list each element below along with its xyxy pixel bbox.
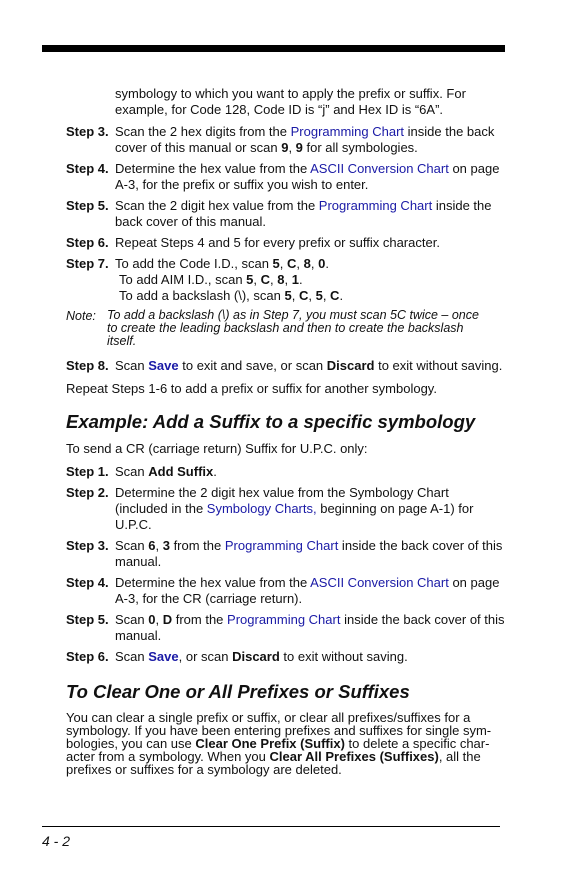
step-text: back cover of this manual. <box>115 214 267 229</box>
symbology-charts-link[interactable]: Symbology Charts, <box>206 501 317 516</box>
step-text: To add AIM I.D., scan <box>119 272 247 287</box>
clear-one-prefix-code: Clear One Prefix (Suffix) <box>195 736 345 751</box>
step-text: manual. <box>115 554 162 569</box>
step-text: Scan <box>115 612 149 627</box>
step-label: Step 6. <box>66 649 109 664</box>
separator: , <box>296 256 304 271</box>
separator: , <box>288 140 296 155</box>
separator: , <box>291 288 299 303</box>
code-value: C <box>330 288 340 303</box>
step-text: Scan the 2 digit hex value from the <box>115 198 319 213</box>
save-link[interactable]: Save <box>148 358 179 373</box>
step-text: Scan <box>115 538 149 553</box>
clear-text: You can clear a single prefix or suffix, or clear all prefixes/suffixes for a <box>66 710 471 725</box>
step-text: A-3, for the prefix or suffix you wish to enter. <box>115 177 369 192</box>
step-text: to exit without saving. <box>279 649 408 664</box>
step-text: from the <box>172 612 228 627</box>
separator: . <box>339 288 344 303</box>
programming-chart-link[interactable]: Programming Chart <box>227 612 341 627</box>
clear-text: , all the <box>438 749 481 764</box>
example-step-6 <box>66 649 506 665</box>
step-text: inside the back cover of this <box>338 538 503 553</box>
step-label: Step 7. <box>66 256 109 271</box>
intro-line: example, for Code 128, Code ID is “j” and Hex ID is “6A”. <box>115 102 444 117</box>
code-value: 5 <box>315 288 323 303</box>
step-text: on page <box>448 575 500 590</box>
code-value: C <box>298 288 309 303</box>
clear-text: acter from a symbology. When you <box>66 749 270 764</box>
programming-chart-link[interactable]: Programming Chart <box>224 538 339 553</box>
step-3 <box>66 124 506 156</box>
step-text: to exit without saving. <box>374 358 503 373</box>
example-step-3 <box>66 538 506 570</box>
code-value: 8 <box>303 256 311 271</box>
code-value: 3 <box>162 538 170 553</box>
intro-line: symbology to which you want to apply the prefix or suffix. For <box>115 86 466 101</box>
code-value: 5 <box>272 256 280 271</box>
step-text: inside the back cover of this <box>340 612 505 627</box>
step-label: Step 6. <box>66 235 109 250</box>
note-text: To add a backslash (\) as in Step 7, you must scan 5C twice – once <box>107 308 479 322</box>
note-text: to create the leading backslash and then to create the backslash <box>107 321 464 335</box>
step-text: A-3, for the CR (carriage return). <box>115 591 303 606</box>
step-text: . <box>213 464 217 479</box>
step-label: Step 5. <box>66 198 109 213</box>
separator: , <box>284 272 292 287</box>
step-6 <box>66 235 506 251</box>
step-4 <box>66 161 506 193</box>
code-value: 9 <box>295 140 303 155</box>
step-text: Scan <box>115 464 149 479</box>
step-text: Determine the hex value from the <box>115 575 311 590</box>
add-suffix-code: Add Suffix <box>148 464 214 479</box>
step-text: cover of this manual or scan <box>115 140 282 155</box>
step-label: Step 4. <box>66 575 109 590</box>
separator: . <box>325 256 329 271</box>
step-label: Step 8. <box>66 358 109 373</box>
clear-text: symbology. If you have been entering prefixes and suffixes for single sym- <box>66 723 492 738</box>
step-label: Step 4. <box>66 161 109 176</box>
step-label: Step 3. <box>66 538 109 553</box>
note-text: itself. <box>107 334 137 348</box>
step-text: inside the <box>432 198 492 213</box>
step-label: Step 5. <box>66 612 109 627</box>
step-label: Step 3. <box>66 124 109 139</box>
step-text: Determine the hex value from the <box>115 161 311 176</box>
step-text: (included in the <box>115 501 207 516</box>
code-value: 8 <box>277 272 285 287</box>
step-text: Determine the 2 digit hex value from the Symbology Chart <box>115 485 449 500</box>
repeat-paragraph: Repeat Steps 1-6 to add a prefix or suffix for another symbology. <box>66 381 437 396</box>
intro-paragraph <box>66 86 506 118</box>
separator: . <box>298 272 303 287</box>
separator: , <box>155 612 163 627</box>
example-step-2 <box>66 485 506 533</box>
step-label: Step 2. <box>66 485 109 500</box>
note <box>66 309 506 348</box>
clear-paragraph <box>66 711 506 776</box>
programming-chart-link[interactable]: Programming Chart <box>318 198 433 213</box>
step-5 <box>66 198 506 230</box>
clear-heading: To Clear One or All Prefixes or Suffixes <box>66 681 410 702</box>
step-8 <box>66 358 506 374</box>
separator: , <box>322 288 331 303</box>
code-value: 1 <box>291 272 299 287</box>
separator: , <box>155 538 163 553</box>
code-value: 9 <box>281 140 289 155</box>
step-text: , or scan <box>178 649 233 664</box>
step-text: for all symbologies. <box>302 140 418 155</box>
example-step-5 <box>66 612 506 644</box>
step-text: To add the Code I.D., scan <box>115 256 273 271</box>
save-link[interactable]: Save <box>148 649 179 664</box>
ascii-conversion-chart-link[interactable]: ASCII Conversion Chart <box>310 575 449 590</box>
example-heading: Example: Add a Suffix to a specific symbology <box>66 411 476 432</box>
code-value: C <box>287 256 297 271</box>
code-value: 5 <box>284 288 292 303</box>
separator: , <box>270 272 278 287</box>
step-label: Step 1. <box>66 464 109 479</box>
example-intro: To send a CR (carriage return) Suffix for U.P.C. only: <box>66 441 368 456</box>
step-text: to exit and save, or scan <box>178 358 327 373</box>
separator: , <box>253 272 261 287</box>
clear-text: prefixes or suffixes for a symbology are deleted. <box>66 762 342 777</box>
example-step-1 <box>66 464 506 480</box>
ascii-conversion-chart-link[interactable]: ASCII Conversion Chart <box>310 161 449 176</box>
separator: , <box>308 288 316 303</box>
discard-code: Discard <box>326 358 375 373</box>
clear-all-prefixes-code: Clear All Prefixes (Suffixes) <box>269 749 439 764</box>
code-value: 6 <box>148 538 156 553</box>
example-step-4 <box>66 575 506 607</box>
code-value: C <box>260 272 271 287</box>
clear-text: bologies, you can use <box>66 736 196 751</box>
step-text: To add a backslash (\), scan <box>119 288 285 303</box>
separator: , <box>279 256 288 271</box>
step-7 <box>66 256 506 304</box>
code-value: 0 <box>148 612 156 627</box>
note-label: Note: <box>66 309 96 323</box>
clear-text: to delete a specific char- <box>344 736 490 751</box>
step-text: inside the back <box>404 124 495 139</box>
step-text: on page <box>448 161 500 176</box>
step-text: manual. <box>115 628 162 643</box>
page-number: 4 - 2 <box>42 833 71 849</box>
code-value: D <box>162 612 173 627</box>
step-text: Scan <box>115 649 149 664</box>
step-text: beginning on page A-1) for <box>316 501 474 516</box>
step-text: Repeat Steps 4 and 5 for every prefix or suffix character. <box>115 235 440 250</box>
discard-code: Discard <box>232 649 280 664</box>
code-value: 0 <box>318 256 326 271</box>
page-content <box>66 86 506 776</box>
step-text: from the <box>169 538 225 553</box>
step-text: Scan the 2 hex digits from the <box>115 124 291 139</box>
step-text: U.P.C. <box>115 517 152 532</box>
step-text: Scan <box>115 358 149 373</box>
code-value: 5 <box>246 272 254 287</box>
separator: , <box>310 256 319 271</box>
programming-chart-link[interactable]: Programming Chart <box>290 124 405 139</box>
bottom-rule <box>42 826 500 827</box>
top-rule <box>42 45 505 52</box>
